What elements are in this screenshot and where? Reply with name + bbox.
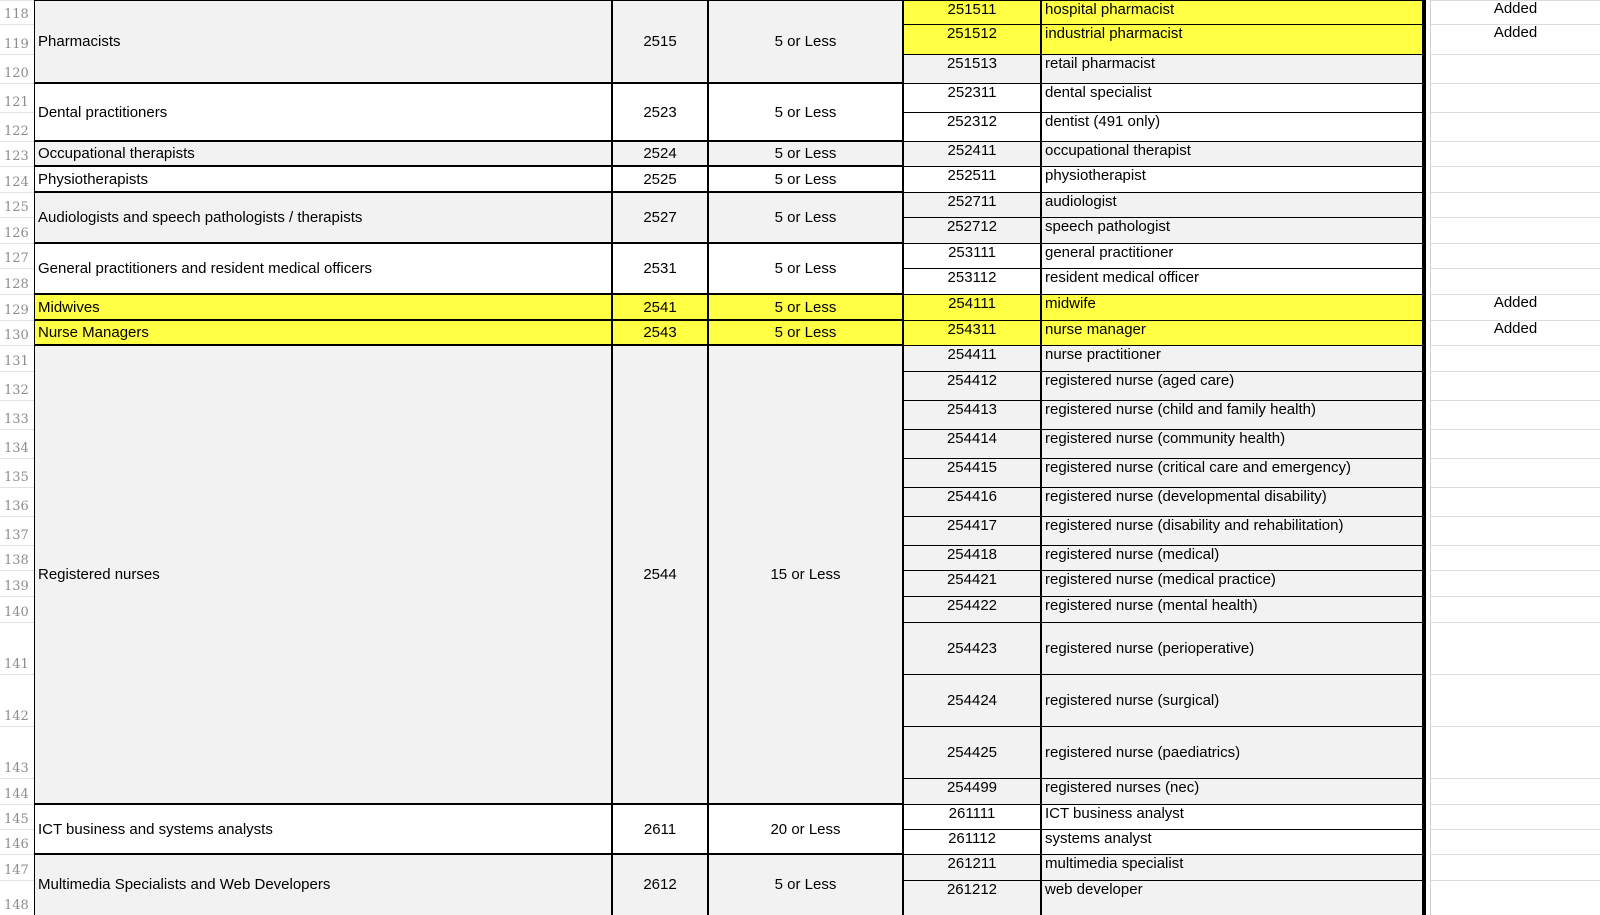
- group-limit-cell[interactable]: 5 or Less: [708, 192, 903, 243]
- row-number: 127: [4, 251, 29, 266]
- occupation-code-cell[interactable]: 254111: [903, 294, 1041, 320]
- status-cell[interactable]: [1430, 268, 1600, 294]
- occupation-title-cell[interactable]: general practitioner: [1041, 243, 1423, 268]
- row-border: [903, 268, 1423, 269]
- occupation-code-cell[interactable]: 261111: [903, 804, 1041, 829]
- row-header[interactable]: [0, 320, 34, 345]
- status-cell[interactable]: Added: [1430, 0, 1600, 24]
- occupation-title-cell[interactable]: nurse manager: [1041, 320, 1423, 345]
- group-limit-cell[interactable]: 5 or Less: [708, 294, 903, 320]
- group-name-cell[interactable]: Occupational therapists: [34, 141, 612, 166]
- row-border: [903, 192, 1423, 193]
- group-name-cell[interactable]: Physiotherapists: [34, 166, 612, 192]
- row-header[interactable]: [0, 726, 34, 778]
- status-cell[interactable]: Added: [1430, 294, 1600, 320]
- row-border: [903, 829, 1423, 830]
- row-header[interactable]: [0, 192, 34, 217]
- row-header[interactable]: [0, 596, 34, 622]
- row-number: 141: [4, 657, 29, 672]
- group-code-cell[interactable]: 2543: [612, 320, 708, 345]
- occupation-code-cell[interactable]: 254412: [903, 371, 1041, 400]
- row-number: 125: [4, 200, 29, 215]
- row-header[interactable]: [0, 0, 34, 24]
- row-border: [903, 112, 1423, 113]
- group-name-cell[interactable]: General practitioners and resident medical officers: [34, 243, 612, 294]
- status-cell[interactable]: Added: [1430, 320, 1600, 345]
- group-code-cell[interactable]: 2531: [612, 243, 708, 294]
- occupation-title-cell[interactable]: hospital pharmacist: [1041, 0, 1423, 24]
- row-header[interactable]: [0, 243, 34, 268]
- row-number: 135: [4, 470, 29, 485]
- status-cell[interactable]: [1430, 726, 1600, 778]
- row-header[interactable]: [0, 294, 34, 320]
- status-cell[interactable]: [1430, 570, 1600, 596]
- group-limit-cell[interactable]: 5 or Less: [708, 83, 903, 141]
- row-header[interactable]: [0, 622, 34, 674]
- occupation-title-cell[interactable]: retail pharmacist: [1041, 54, 1423, 83]
- group-code-cell[interactable]: 2523: [612, 83, 708, 141]
- row-border: [903, 294, 1423, 295]
- row-header[interactable]: [0, 217, 34, 243]
- occupation-title-cell[interactable]: resident medical officer: [1041, 268, 1423, 294]
- group-limit-cell[interactable]: 5 or Less: [708, 243, 903, 294]
- group-name-cell[interactable]: Dental practitioners: [34, 83, 612, 141]
- occupation-code-cell[interactable]: 254414: [903, 429, 1041, 458]
- row-header[interactable]: [0, 83, 34, 112]
- occupation-title-cell[interactable]: registered nurse (surgical): [1041, 674, 1423, 726]
- row-number: 126: [4, 226, 29, 241]
- group-name-cell[interactable]: Pharmacists: [34, 0, 612, 83]
- row-header[interactable]: [0, 674, 34, 726]
- row-number: 120: [4, 66, 29, 81]
- occupation-code-cell[interactable]: 253111: [903, 243, 1041, 268]
- status-cell[interactable]: [1430, 192, 1600, 217]
- row-number: 122: [4, 124, 29, 139]
- occupation-title-cell[interactable]: ICT business analyst: [1041, 804, 1423, 829]
- row-number: 130: [4, 328, 29, 343]
- row-header[interactable]: [0, 400, 34, 429]
- table-right-border: [1423, 0, 1426, 915]
- row-header[interactable]: [0, 487, 34, 516]
- row-number: 136: [4, 499, 29, 514]
- row-border: [903, 880, 1423, 881]
- row-border: [903, 726, 1423, 727]
- row-number: 118: [4, 7, 29, 22]
- row-border: [903, 487, 1423, 488]
- occupation-code-cell[interactable]: 253112: [903, 268, 1041, 294]
- occupation-title-cell[interactable]: registered nurse (child and family health): [1041, 400, 1423, 429]
- group-limit-cell[interactable]: 5 or Less: [708, 166, 903, 192]
- occupation-title-cell[interactable]: registered nurses (nec): [1041, 778, 1423, 804]
- row-border: [903, 545, 1423, 546]
- status-cell[interactable]: [1430, 371, 1600, 400]
- row-header[interactable]: [0, 166, 34, 192]
- occupation-title-cell[interactable]: registered nurse (medical): [1041, 545, 1423, 570]
- occupation-code-cell[interactable]: 251511: [903, 0, 1041, 24]
- row-border: [903, 320, 1423, 321]
- occupation-title-cell[interactable]: registered nurse (developmental disability): [1041, 487, 1423, 516]
- row-number: 121: [4, 95, 29, 110]
- row-border: [903, 674, 1423, 675]
- occupation-title-cell[interactable]: dental specialist: [1041, 83, 1423, 112]
- occupation-code-cell[interactable]: 254411: [903, 345, 1041, 371]
- row-border: [903, 622, 1423, 623]
- row-border: [903, 570, 1423, 571]
- occupation-code-cell[interactable]: 252711: [903, 192, 1041, 217]
- row-number: 129: [4, 303, 29, 318]
- row-number: 140: [4, 605, 29, 620]
- row-number: 148: [4, 898, 29, 913]
- occupation-code-cell[interactable]: 254421: [903, 570, 1041, 596]
- status-cell[interactable]: [1430, 429, 1600, 458]
- row-number: 128: [4, 277, 29, 292]
- group-name-cell[interactable]: ICT business and systems analysts: [34, 804, 612, 854]
- occupation-title-cell[interactable]: midwife: [1041, 294, 1423, 320]
- group-limit-cell[interactable]: 15 or Less: [708, 345, 903, 804]
- row-number: 142: [4, 709, 29, 724]
- occupation-title-cell[interactable]: registered nurse (medical practice): [1041, 570, 1423, 596]
- row-number: 146: [4, 837, 29, 852]
- group-name-cell[interactable]: Multimedia Specialists and Web Developers: [34, 854, 612, 915]
- occupation-title-cell[interactable]: registered nurse (perioperative): [1041, 622, 1423, 674]
- occupation-code-cell[interactable]: 254417: [903, 516, 1041, 545]
- row-header[interactable]: [0, 880, 34, 915]
- row-number: 124: [4, 175, 29, 190]
- row-border: [903, 400, 1423, 401]
- status-cell[interactable]: [1430, 596, 1600, 622]
- occupation-title-cell[interactable]: registered nurse (aged care): [1041, 371, 1423, 400]
- row-header[interactable]: [0, 141, 34, 166]
- occupation-code-cell[interactable]: 254425: [903, 726, 1041, 778]
- occupation-code-cell[interactable]: 254422: [903, 596, 1041, 622]
- status-cell[interactable]: [1430, 778, 1600, 804]
- status-cell[interactable]: [1430, 458, 1600, 487]
- row-border: [903, 83, 1423, 84]
- group-limit-cell[interactable]: 20 or Less: [708, 804, 903, 854]
- occupation-title-cell[interactable]: nurse practitioner: [1041, 345, 1423, 371]
- group-code-cell[interactable]: 2525: [612, 166, 708, 192]
- row-number: 133: [4, 412, 29, 427]
- row-number: 147: [4, 863, 29, 878]
- status-cell[interactable]: [1430, 880, 1600, 915]
- row-border: [903, 596, 1423, 597]
- row-header[interactable]: [0, 429, 34, 458]
- status-cell[interactable]: [1430, 166, 1600, 192]
- row-number: 123: [4, 149, 29, 164]
- occupation-title-cell[interactable]: occupational therapist: [1041, 141, 1423, 166]
- row-number: 137: [4, 528, 29, 543]
- occupation-code-cell[interactable]: 252511: [903, 166, 1041, 192]
- group-limit-cell[interactable]: 5 or Less: [708, 141, 903, 166]
- occupation-title-cell[interactable]: speech pathologist: [1041, 217, 1423, 243]
- row-header[interactable]: [0, 545, 34, 570]
- status-cell[interactable]: [1430, 400, 1600, 429]
- group-code-cell[interactable]: 2527: [612, 192, 708, 243]
- row-border: [903, 217, 1423, 218]
- occupation-title-cell[interactable]: registered nurse (community health): [1041, 429, 1423, 458]
- status-cell[interactable]: [1430, 545, 1600, 570]
- group-name-cell[interactable]: Nurse Managers: [34, 320, 612, 345]
- occupation-code-cell[interactable]: 252311: [903, 83, 1041, 112]
- occupation-title-cell[interactable]: physiotherapist: [1041, 166, 1423, 192]
- row-border: [903, 345, 1423, 346]
- row-header[interactable]: [0, 268, 34, 294]
- status-cell[interactable]: [1430, 622, 1600, 674]
- status-cell[interactable]: Added: [1430, 24, 1600, 54]
- row-border: [903, 54, 1423, 55]
- status-cell[interactable]: [1430, 217, 1600, 243]
- row-number: 119: [4, 37, 29, 52]
- status-cell[interactable]: [1430, 516, 1600, 545]
- row-number: 139: [4, 579, 29, 594]
- occupation-title-cell[interactable]: registered nurse (mental health): [1041, 596, 1423, 622]
- status-cell[interactable]: [1430, 141, 1600, 166]
- row-number: 131: [4, 354, 29, 369]
- group-code-cell[interactable]: 2544: [612, 345, 708, 804]
- group-limit-cell[interactable]: 5 or Less: [708, 0, 903, 83]
- row-header[interactable]: [0, 516, 34, 545]
- occupation-code-cell[interactable]: 261112: [903, 829, 1041, 854]
- occupation-code-cell[interactable]: 254416: [903, 487, 1041, 516]
- occupation-code-cell[interactable]: 261211: [903, 854, 1041, 880]
- status-cell[interactable]: [1430, 674, 1600, 726]
- group-code-cell[interactable]: 2541: [612, 294, 708, 320]
- row-number: 138: [4, 553, 29, 568]
- occupation-title-cell[interactable]: industrial pharmacist: [1041, 24, 1423, 54]
- row-border: [903, 24, 1423, 25]
- row-header[interactable]: [0, 829, 34, 854]
- occupation-code-cell[interactable]: 254423: [903, 622, 1041, 674]
- occupation-code-cell[interactable]: 252411: [903, 141, 1041, 166]
- row-number: 132: [4, 383, 29, 398]
- occupation-title-cell[interactable]: registered nurse (critical care and emergency): [1041, 458, 1423, 487]
- occupation-title-cell[interactable]: registered nurse (paediatrics): [1041, 726, 1423, 778]
- row-border: [903, 854, 1423, 855]
- status-cell[interactable]: [1430, 243, 1600, 268]
- group-name-cell[interactable]: Midwives: [34, 294, 612, 320]
- occupation-code-cell[interactable]: 261212: [903, 880, 1041, 915]
- row-number: 144: [4, 787, 29, 802]
- row-header[interactable]: [0, 778, 34, 804]
- group-name-cell[interactable]: Registered nurses: [34, 345, 612, 804]
- row-border: [903, 0, 1423, 1]
- group-code-cell[interactable]: 2611: [612, 804, 708, 854]
- row-number: 145: [4, 812, 29, 827]
- group-code-cell[interactable]: 2524: [612, 141, 708, 166]
- occupation-code-cell[interactable]: 254415: [903, 458, 1041, 487]
- status-cell[interactable]: [1430, 487, 1600, 516]
- occupation-title-cell[interactable]: web developer: [1041, 880, 1423, 915]
- occupation-code-cell[interactable]: 254418: [903, 545, 1041, 570]
- row-header[interactable]: [0, 112, 34, 141]
- status-cell[interactable]: [1430, 804, 1600, 829]
- status-cell[interactable]: [1430, 54, 1600, 83]
- status-cell[interactable]: [1430, 83, 1600, 112]
- occupation-code-cell[interactable]: 252312: [903, 112, 1041, 141]
- row-header[interactable]: [0, 54, 34, 83]
- row-number: 134: [4, 441, 29, 456]
- occupation-title-cell[interactable]: multimedia specialist: [1041, 854, 1423, 880]
- row-header[interactable]: [0, 24, 34, 54]
- row-border: [903, 458, 1423, 459]
- row-header[interactable]: [0, 458, 34, 487]
- row-header[interactable]: [0, 371, 34, 400]
- row-border: [903, 804, 1423, 805]
- row-header[interactable]: [0, 804, 34, 829]
- group-limit-cell[interactable]: 5 or Less: [708, 320, 903, 345]
- occupation-code-cell[interactable]: 254311: [903, 320, 1041, 345]
- row-header[interactable]: [0, 570, 34, 596]
- row-border: [903, 371, 1423, 372]
- row-border: [903, 141, 1423, 142]
- occupation-title-cell[interactable]: audiologist: [1041, 192, 1423, 217]
- status-cell[interactable]: [1430, 345, 1600, 371]
- status-cell[interactable]: [1430, 829, 1600, 854]
- occupation-code-cell[interactable]: 252712: [903, 217, 1041, 243]
- row-border: [903, 778, 1423, 779]
- group-code-cell[interactable]: 2612: [612, 854, 708, 915]
- occupation-code-cell[interactable]: 254424: [903, 674, 1041, 726]
- occupation-code-cell[interactable]: 251513: [903, 54, 1041, 83]
- occupation-title-cell[interactable]: systems analyst: [1041, 829, 1423, 854]
- occupation-code-cell[interactable]: 254499: [903, 778, 1041, 804]
- row-number: 143: [4, 761, 29, 776]
- status-cell[interactable]: [1430, 854, 1600, 880]
- group-limit-cell[interactable]: 5 or Less: [708, 854, 903, 915]
- occupation-code-cell[interactable]: 254413: [903, 400, 1041, 429]
- row-border: [903, 166, 1423, 167]
- row-border: [903, 429, 1423, 430]
- status-cell[interactable]: [1430, 112, 1600, 141]
- row-border: [903, 516, 1423, 517]
- row-border: [903, 243, 1423, 244]
- group-code-cell[interactable]: 2515: [612, 0, 708, 83]
- occupation-code-cell[interactable]: 251512: [903, 24, 1041, 54]
- row-header[interactable]: [0, 345, 34, 371]
- occupation-title-cell[interactable]: registered nurse (disability and rehabilitation): [1041, 516, 1423, 545]
- row-header[interactable]: [0, 854, 34, 880]
- group-name-cell[interactable]: Audiologists and speech pathologists / therapists: [34, 192, 612, 243]
- occupation-title-cell[interactable]: dentist (491 only): [1041, 112, 1423, 141]
